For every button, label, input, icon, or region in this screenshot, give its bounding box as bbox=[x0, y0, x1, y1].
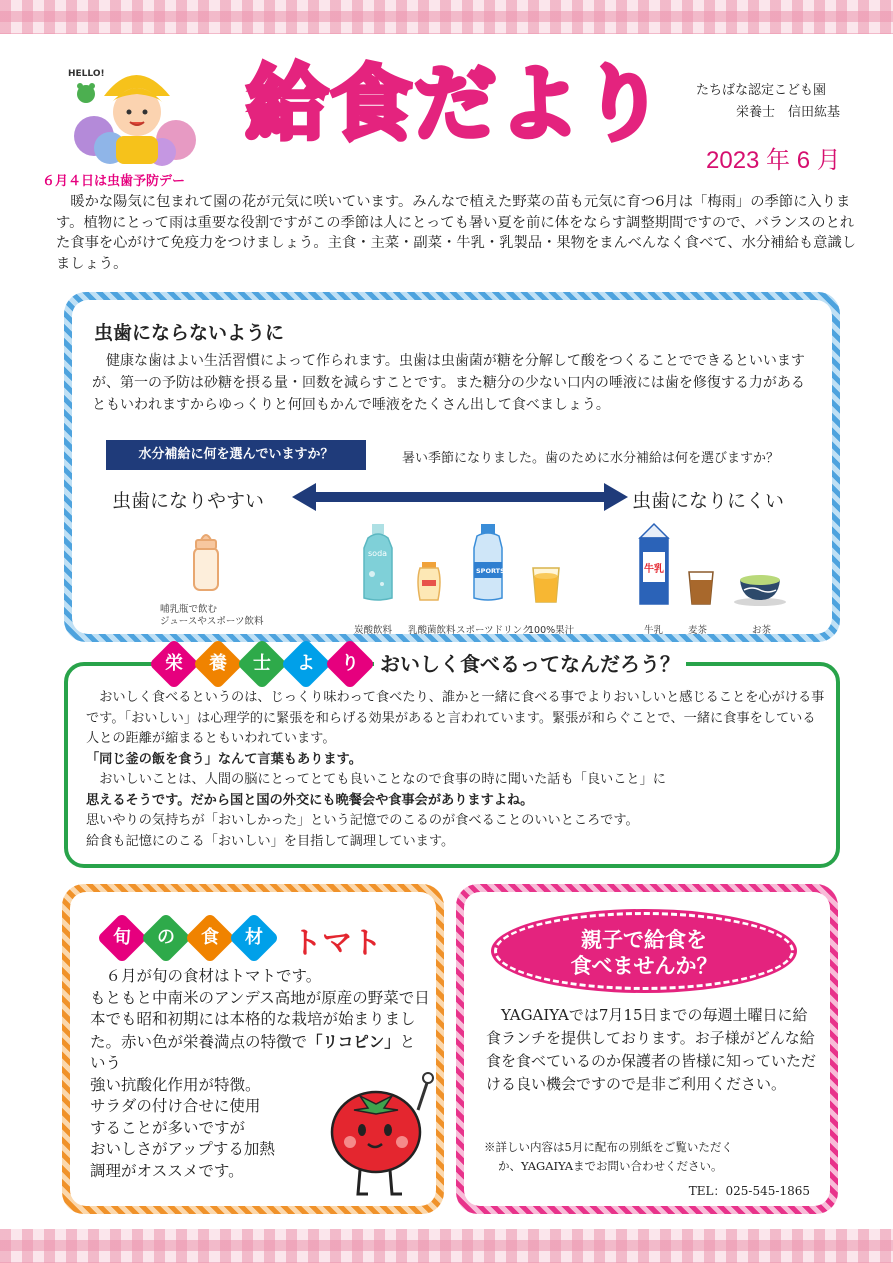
dietitian-p2: おいしいことは、人間の脳にとってとても良いことなので食事の時に聞いた話も「良いこと」に bbox=[99, 772, 666, 787]
drink-label-juice: 100%果汁 bbox=[528, 625, 575, 636]
seasonal-line8: 調理がオススメです。 bbox=[90, 1161, 244, 1180]
drink-label-milk: 牛乳 bbox=[644, 625, 664, 636]
chip-shun: 旬 bbox=[97, 913, 148, 964]
event-body: YAGAIYAでは7月15日までの毎週土曜日に給食ランチを提供しております。お子様がどんな給食を食べているのか保護者の皆様に知っていただける良い機会ですので是非ご利用ください。 bbox=[486, 1006, 817, 1093]
chip-yo: よ bbox=[281, 639, 332, 690]
cavity-day-caption: ６月４日は虫歯予防デー bbox=[42, 174, 186, 189]
dietitian-section bbox=[64, 652, 840, 868]
dietitian-heading: おいしく食べるってなんだろう？ bbox=[374, 648, 686, 677]
event-note-line2: か、YAGAIYAまでお問い合わせください。 bbox=[498, 1159, 723, 1173]
seasonal-food-title: トマト bbox=[292, 926, 382, 961]
dietitian-p1-bold: 「同じ釜の飯を食う」なんて言葉もあります。 bbox=[86, 751, 362, 767]
tomato-character-icon bbox=[324, 1070, 436, 1200]
drink-label-soda: 炭酸飲料 bbox=[354, 625, 393, 636]
dietitian-p1: おいしく食べるというのは、じっくり味わって食べたり、誰かと一緒に食べる事でよりおいしいと感じることを心がける事です。「おいしい」は心理学的に緊張を和らげる効果があると言われています。緊張が和らぐことで、一緒に食事をしている人との距離が縮まるともいわれています。 bbox=[86, 690, 825, 746]
issue-date: 2023 年 6 月 bbox=[706, 147, 841, 174]
cavity-section bbox=[64, 292, 840, 642]
label-cavity-prone: 虫歯になりやすい bbox=[112, 490, 265, 512]
chip-you: 養 bbox=[193, 639, 244, 690]
dietitian-p4: 給食も記憶にのこる「おいしい」を目指して調理しています。 bbox=[86, 833, 455, 849]
seasonal-line4: 強い抗酸化作用が特徴。 bbox=[90, 1075, 261, 1094]
event-section bbox=[456, 884, 838, 1214]
label-cavity-resistant: 虫歯になりにくい bbox=[632, 490, 785, 512]
sports-drink-icon bbox=[468, 522, 508, 602]
drink-label-bottle: 哺乳瓶で飲む ジュースやスポーツ飲料 bbox=[160, 604, 264, 627]
seasonal-line1: ６月が旬の食材はトマトです。 bbox=[105, 967, 322, 985]
top-border bbox=[0, 0, 893, 34]
cavity-body: 健康な歯はよい生活習慣によって作られます。虫歯は虫歯菌が糖を分解して酸をつくることでできるといいますが、第一の予防は砂糖を摂る量・回数を減らすことです。また糖分の少ない口内の唾液には歯を修復する力があるともいわれますからゆっくりと何回もかんで唾液をたくさん出して食べましょう。 bbox=[92, 353, 805, 413]
juice-glass-icon bbox=[530, 564, 562, 604]
event-note-line1: ※詳しい内容は5月に配布の別紙をご覧いただく bbox=[484, 1140, 733, 1154]
double-arrow-icon bbox=[290, 480, 630, 514]
soda-text: soda bbox=[368, 549, 388, 558]
milk-carton-icon bbox=[632, 522, 676, 606]
event-title-badge bbox=[494, 912, 794, 990]
drink-label-sports: スポーツドリンク bbox=[456, 625, 532, 636]
event-note bbox=[484, 1138, 818, 1176]
milk-text: 牛乳 bbox=[644, 564, 664, 575]
green-tea-icon bbox=[732, 572, 788, 606]
event-tel: TEL：025-545-1865 bbox=[688, 1184, 810, 1198]
hydration-question-desc: 暑い季節になりました。歯のために水分補給は何を選びますか？ bbox=[402, 451, 780, 466]
chip-shi: 士 bbox=[237, 639, 288, 690]
seasonal-line5: サラダの付け合せに使用 bbox=[90, 1097, 261, 1115]
drink-label-yogurt: 乳酸菌飲料 bbox=[408, 625, 456, 636]
organization-info bbox=[696, 80, 840, 124]
org-name: たちばな認定こども園 bbox=[696, 83, 827, 98]
chip-zai: 材 bbox=[229, 913, 280, 964]
seasonal-line7: おいしさがアップする加熱 bbox=[90, 1140, 275, 1158]
dietitian-p3: 思いやりの気持ちが「おいしかった」という記憶でのこるのが食べることのいいところです。 bbox=[86, 813, 639, 828]
yogurt-drink-icon bbox=[414, 560, 444, 602]
event-title-line1: 親子で給食を bbox=[581, 928, 707, 952]
drink-label-green-tea: お茶 bbox=[752, 625, 772, 636]
event-title-line2: 食べませんか？ bbox=[570, 954, 718, 978]
hydration-question-badge: 水分補給に何を選んでいますか？ bbox=[106, 440, 366, 470]
seasonal-food-section bbox=[62, 884, 444, 1214]
intro-paragraph: 暖かな陽気に包まれて園の花が元気に咲いています。みんなで植えた野菜の苗も元気に育つ6月は「梅雨」の季節に入ります。植物にとって雨は重要な役割ですがこの季節は人にとっても暑い夏を前に体をならす調整期間ですので、バランスのとれた食事を心がけて免疫力をつけましょう。主食・主菜・副菜・牛乳・乳製品・果物をまんべんなく食べて、水分補給も意識しましょう。 bbox=[56, 194, 857, 272]
sports-text: SPORTS bbox=[476, 567, 505, 575]
bottom-border bbox=[0, 1229, 893, 1263]
barley-tea-icon bbox=[686, 568, 716, 606]
seasonal-line2: もともと中南米のアンデス高地が原産の野菜で日本でも昭和初期には本格的な栽培が始まりました。赤い色が栄養満点の特徴で bbox=[90, 988, 430, 1051]
rainy-child-illustration bbox=[66, 56, 206, 168]
dietitian-p2-bold: 思えるそうです。だから国と国の外交にも晩餐会や食事会がありますよね。 bbox=[86, 792, 534, 808]
seasonal-line3: という bbox=[90, 1032, 416, 1072]
dietitian-name: 栄養士 信田紘基 bbox=[736, 105, 841, 120]
dietitian-body bbox=[86, 688, 826, 852]
page-title: 給食だより bbox=[246, 57, 667, 152]
soda-bottle-icon bbox=[358, 522, 398, 602]
chip-no: の bbox=[141, 913, 192, 964]
chip-shoku: 食 bbox=[185, 913, 236, 964]
baby-bottle-icon bbox=[182, 530, 230, 594]
seasonal-lycopene: 「リコピン」 bbox=[307, 1031, 400, 1051]
seasonal-line6: することが多いですが bbox=[90, 1118, 246, 1137]
chip-ei: 栄 bbox=[149, 639, 200, 690]
chip-ri: り bbox=[325, 639, 376, 690]
cavity-title: 虫歯にならないように bbox=[94, 322, 285, 344]
hello-text: HELLO! bbox=[68, 69, 105, 79]
drink-label-barley: 麦茶 bbox=[688, 625, 708, 636]
